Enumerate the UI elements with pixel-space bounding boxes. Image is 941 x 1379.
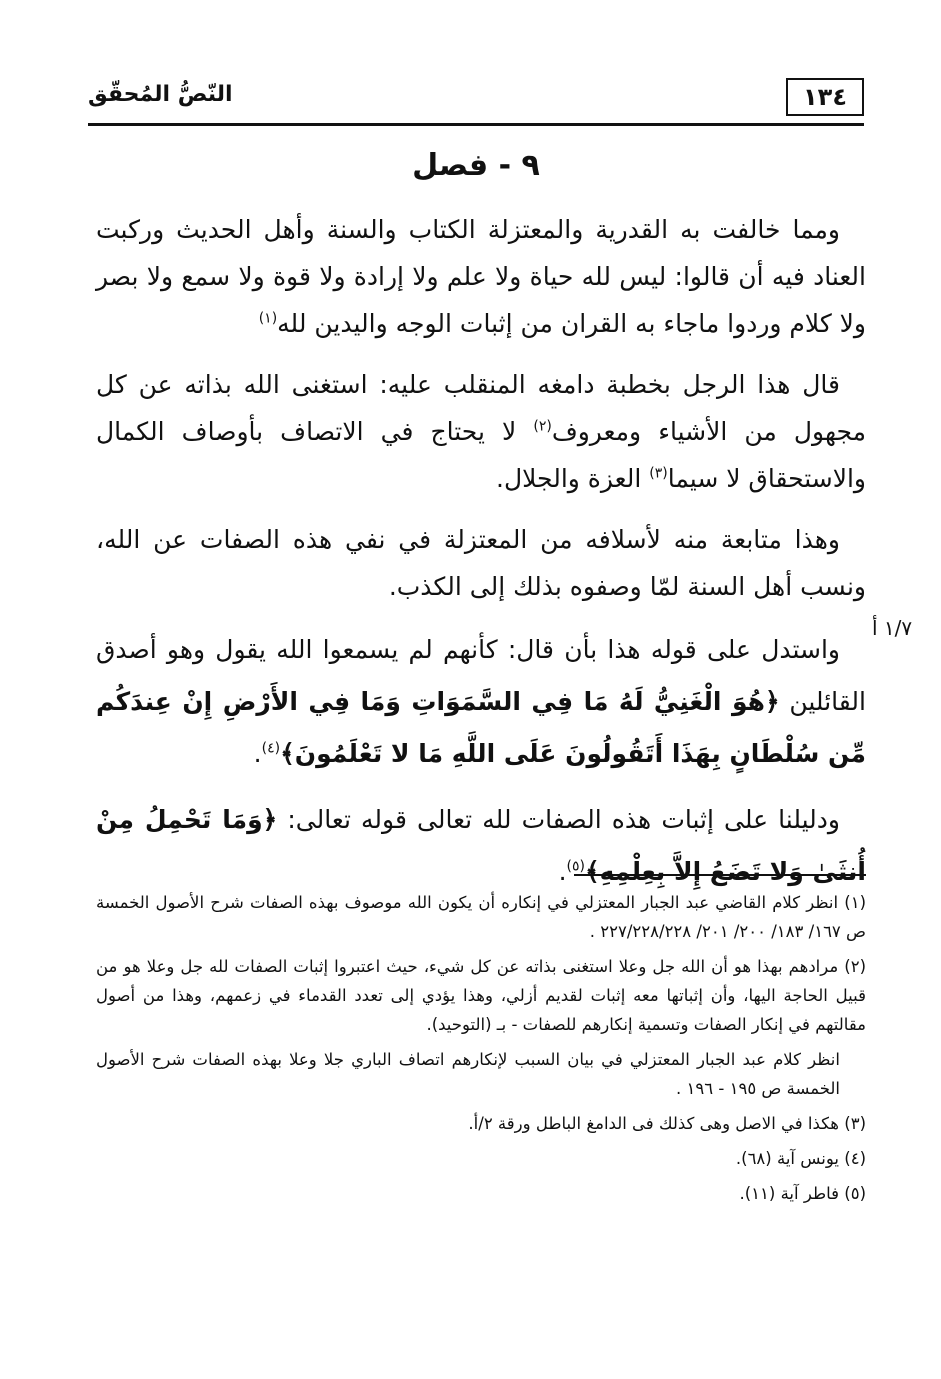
paragraph-text: واستدل على قوله هذا بأن قال: كأنهم لم يسمعوا الله يقول وهو أصدق القائلين: [96, 635, 866, 716]
footnotes: [96, 888, 866, 1214]
manuscript-folio-marker: ١/٧ أ: [872, 616, 913, 640]
footnote-ref-1: (١): [258, 310, 278, 327]
paragraph-1: [96, 206, 866, 347]
page-header: [88, 74, 864, 126]
paragraph-text: لا يحتاج في الاتصاف بأوصاف الكمال والاستحقاق لا سيما: [96, 417, 866, 493]
paragraph-tail: .: [558, 857, 567, 886]
footnote-2-continuation: انظر كلام عبد الجبار المعتزلي في بيان السبب لإنكارهم اتصاف الباري جلا وعلا بهذه الصفات شرح الأصول الخمسة ص ١٩٥ - ١٩٦ .: [96, 1050, 840, 1098]
footnote-1: (١) انظر كلام القاضي عبد الجبار المعتزلي في إنكاره أن يكون الله موصوف بهذه الصفات شرح الأصول الخمسة ص ١٦٧/ ١٨٣/ ٢٠٠/ ٢٠١/ ٢٢٧/٢٢٨/٢٢٨ .: [96, 893, 866, 941]
quran-verse: ﴿هُوَ الْغَنِيُّ لَهُ مَا فِي السَّمَوَاتِ وَمَا فِي الأَرْضِ إِنْ عِندَكُم مِّن سُلْطَانٍ بِهَذَا أَتَقُولُونَ عَلَى اللَّهِ مَا لا تَعْلَمُونَ﴾: [96, 687, 866, 768]
footnote-4: (٤) يونس آية (٦٨).: [735, 1149, 866, 1168]
paragraph-text: قال هذا الرجل بخطبة دامغه المنقلب عليه: استغنى الله بذاته عن كل مجهول من الأشياء ومعروف: [96, 370, 866, 446]
footnote-3: (٣) هكذا في الاصل وهى كذلك فى الدامغ الباطل ورقة ٢/أ.: [468, 1114, 866, 1133]
paragraph-3: [96, 516, 866, 610]
section-heading: ٩ - فصل: [412, 148, 540, 183]
quran-verse: ﴿وَمَا تَحْمِلُ مِنْ أُنثَىٰ وَلا تَضَعُ إِلاَّ بِعِلْمِهِ﴾: [96, 805, 866, 886]
paragraph-text: ودليلنا على إثبات هذه الصفات لله تعالى قوله تعالى:: [277, 805, 840, 834]
main-text: [96, 206, 866, 912]
footnote-separator: [574, 874, 866, 876]
paragraph-4: [96, 624, 866, 780]
footnote-5: (٥) فاطر آية (١١).: [739, 1184, 866, 1203]
footnote-ref-2: (٢): [533, 418, 552, 435]
paragraph-5: [96, 794, 866, 898]
footnote-2: (٢) مرادهم بهذا هو أن الله جل وعلا استغنى بذاته عن كل شيء، حيث اعتبروا إثبات الصفات لله جل وعلا هو من قبيل الحاجة اليها، وأن إثباتها معه إثبات لقديم أزلي، وهذا يؤدي إلى تعدد القدماء في زعمهم، وهذا من أصول مقالتهم في إنكار الصفات وتسمية إنكارهم للصفات - بـ (التوحيد).: [96, 957, 866, 1034]
footnote-ref-3: (٣): [649, 465, 668, 482]
running-title: النّصُّ المُحقّق: [88, 82, 233, 107]
page-number: ١٣٤: [786, 78, 864, 116]
paragraph-text: ومما خالفت به القدرية والمعتزلة الكتاب والسنة وأهل الحديث وركبت العناد فيه أن قالوا: ليس لله حياة ولا علم ولا إرادة ولا قوة ولا سمع ولا بصر ولا كلام وردوا ماجاء به القران من إثبات الوجه واليدين لله: [96, 215, 866, 338]
footnote-ref-4: (٤): [261, 740, 281, 757]
paragraph-2: [96, 361, 866, 502]
paragraph-text: العزة والجلال.: [496, 464, 650, 493]
paragraph-text: وهذا متابعة منه لأسلافه من المعتزلة في نفي هذه الصفات عن الله، ونسب أهل السنة لمّا وصفوه بذلك إلى الكذب.: [96, 525, 866, 601]
header-rule: [88, 123, 864, 126]
paragraph-tail: .: [253, 739, 262, 768]
footnote-ref-5: (٥): [566, 858, 586, 875]
